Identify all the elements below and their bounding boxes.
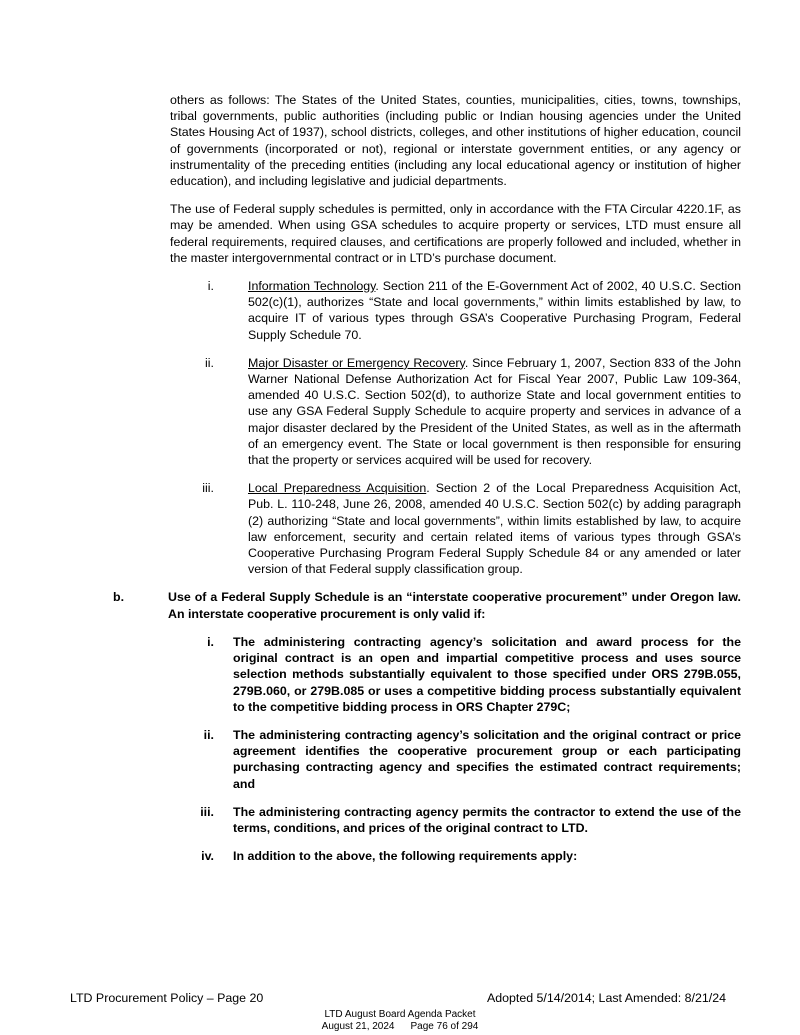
list-marker: iii. bbox=[202, 481, 214, 496]
list-item-rest: . Section 2 of the Local Preparedness Acquisition Act, Pub. L. 110-248, June 26, 2008, amended 40 U.S.C. Section 502(c) by adding paragraph (2) authorizing “State and local governments”, within limits established by law, to acquire law enforcement, security and certain related items of various types through GSA’s Cooperative Purchasing Program Federal Supply Schedule 84 or any amended or later version of that Federal supply classification group. bbox=[248, 481, 741, 577]
list-item-rest: . Section 211 of the E-Government Act of 2002, 40 U.S.C. Section 502(c)(1), authorizes “State and local governments,” within limits established by law, to acquire IT of various types through GSA’s Cooperative Purchasing Program, Federal Supply Schedule 70. bbox=[248, 279, 741, 342]
underlined-term: Local Preparedness Acquisition bbox=[248, 481, 427, 496]
list-item-information-technology bbox=[170, 278, 741, 343]
list-item-major-disaster bbox=[170, 355, 741, 468]
list-marker: i. bbox=[207, 279, 214, 294]
page-footer bbox=[0, 991, 800, 1032]
list-item-text bbox=[248, 278, 741, 343]
list-item-identifies-group bbox=[170, 727, 741, 792]
list-item-award-process bbox=[170, 634, 741, 715]
list-item-text: The administering contracting agency permits the contractor to extend the use of the terms, conditions, and prices of the original contract to LTD. bbox=[233, 804, 741, 835]
footer-document-title: LTD Procurement Policy – Page 20 bbox=[70, 991, 264, 1005]
paragraph-federal-supply: The use of Federal supply schedules is permitted, only in accordance with the FTA Circular 4220.1F, as may be amended. When using GSA schedules to acquire property or services, LTD must ensure all federal requirements, required clauses, and certifications are properly followed and included, whether in the master intergovernmental contract or in LTD’s purchase document. bbox=[170, 202, 741, 265]
section-marker: b. bbox=[113, 590, 125, 605]
list-marker: ii. bbox=[203, 727, 214, 742]
list-item-text: The administering contracting agency’s solicitation and award process for the original contract is an open and impartial competitive process and uses source selection methods substantially equivalent to those specified under ORS 279B.055, 279B.060, or 279B.085 or uses a competitive bidding process substantially equivalent to the competitive bidding process in ORS Chapter 279C; bbox=[233, 634, 741, 714]
footer-line bbox=[0, 991, 800, 1006]
list-item-text: The administering contracting agency’s solicitation and the original contract or price agreement identifies the cooperative procurement group or each participating purchasing contracting agency and specifies the estimated contract requirements; and bbox=[233, 727, 741, 791]
list-item-text bbox=[248, 355, 741, 468]
list-marker: iv. bbox=[201, 849, 214, 864]
footer-packet-page-line bbox=[0, 1021, 800, 1033]
list-marker: iii. bbox=[200, 804, 214, 819]
paragraph-entities: others as follows: The States of the United States, counties, municipalities, cities, towns, townships, tribal governments, public authorities (including public or Indian housing agencies under the United States Housing Act of 1937), school districts, colleges, and other institutions of higher education, council of governments (incorporated or not), regional or interstate government entities, or any agency or instrumentality of the preceding entities (including any local educational agency or institution of higher education), and including legislative and judicial departments. bbox=[170, 93, 741, 189]
list-item-rest: . Since February 1, 2007, Section 833 of the John Warner National Defense Authorization Act for Fiscal Year 2007, Public Law 109-364, amended 40 U.S.C. Section 502(d), to authorize State and local government entities to use any GSA Federal Supply Schedule to acquire property and services in advance of a major disaster declared by the President of the United States, as well as in the aftermath of an emergency event. The State or local government is then responsible for ensuring that the property or services acquired will be used for recovery. bbox=[248, 355, 741, 468]
footer-packet-page-number: Page 76 of 294 bbox=[410, 1020, 479, 1032]
underlined-term: Information Technology bbox=[248, 279, 376, 294]
list-marker: i. bbox=[207, 634, 214, 649]
underlined-term: Major Disaster or Emergency Recovery bbox=[248, 355, 465, 370]
footer-packet-title: LTD August Board Agenda Packet bbox=[324, 1009, 476, 1020]
list-item-text: In addition to the above, the following requirements apply: bbox=[233, 849, 578, 864]
list-item-local-preparedness bbox=[170, 480, 741, 577]
list-item-additional-requirements bbox=[170, 848, 741, 864]
section-b-heading bbox=[113, 589, 741, 621]
document-body bbox=[113, 92, 741, 876]
footer-packet-date: August 21, 2024 bbox=[321, 1020, 395, 1032]
list-item-text bbox=[248, 480, 741, 577]
list-item-permits-contractor bbox=[170, 804, 741, 836]
section-heading-text: Use of a Federal Supply Schedule is an “interstate cooperative procurement” under Oregon law. An interstate cooperative procurement is only valid if: bbox=[168, 590, 741, 621]
list-marker: ii. bbox=[205, 355, 214, 370]
footer-adoption-date: Adopted 5/14/2014; Last Amended: 8/21/24 bbox=[486, 991, 726, 1005]
